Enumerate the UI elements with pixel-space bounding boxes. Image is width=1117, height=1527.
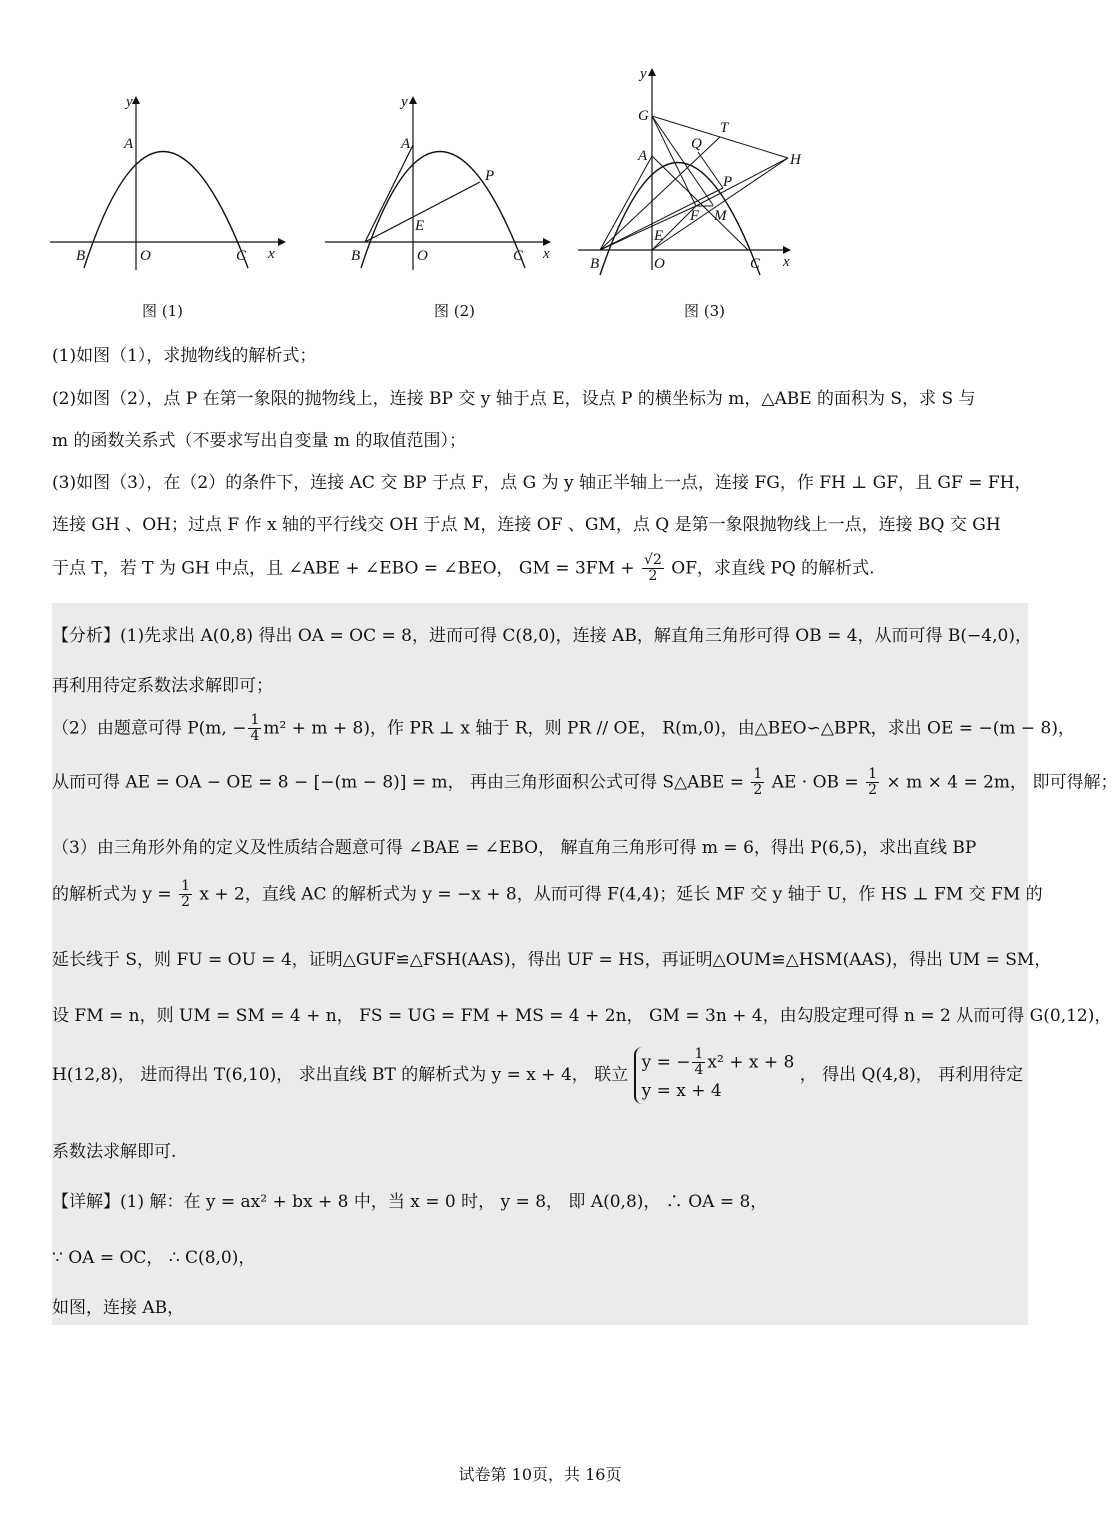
label-y: y	[640, 66, 647, 82]
figures-row	[0, 60, 1080, 340]
question-2-line-1: (2)如图（2），点 P 在第一象限的抛物线上，连接 BP 交 y 轴于点 E，设点 P 的横坐标为 m，△ABE 的面积为 S，求 S 与	[52, 389, 976, 409]
analysis-line-9	[52, 1047, 1023, 1104]
segment-QP	[698, 152, 723, 188]
fraction-1-over-4	[248, 713, 261, 745]
parabola	[361, 152, 525, 269]
label-y: y	[126, 94, 133, 110]
system-eq-2: y = x + 4	[641, 1080, 722, 1101]
label-O: O	[654, 256, 665, 272]
fraction-denominator: 2	[753, 782, 763, 799]
equation-system	[634, 1047, 795, 1104]
y-axis-arrow	[409, 96, 417, 104]
label-C: C	[236, 248, 247, 264]
label-A: A	[401, 136, 411, 152]
l6-pre: 的解析式为 y =	[52, 884, 172, 905]
fraction-sqrt2-over-2	[642, 553, 664, 585]
analysis-line-6	[52, 879, 1043, 911]
label-O: O	[140, 248, 151, 264]
segment-OH	[652, 158, 788, 250]
figure-2-caption: 图 (2)	[434, 302, 476, 320]
l9-post: ， 得出 Q(4,8)， 再利用待定	[799, 1065, 1024, 1086]
l6-post: x + 2，直线 AC 的解析式为 y = −x + 8，从而可得 F(4,4)；延长 MF 交 y 轴于 U，作 HS ⊥ FM 交 FM 的	[199, 884, 1043, 905]
label-T: T	[720, 120, 729, 136]
fraction-numerator: 1	[694, 1046, 704, 1062]
label-G: G	[638, 108, 649, 124]
question-1: (1)如图（1），求抛物线的解析式；	[52, 346, 317, 366]
label-x: x	[268, 246, 275, 262]
sys1-pre: y = −	[641, 1052, 691, 1073]
figure-3	[578, 60, 818, 270]
label-x: x	[783, 254, 790, 270]
label-F: F	[690, 208, 700, 224]
label-P: P	[485, 168, 495, 184]
figure-2	[325, 90, 565, 270]
x-axis-arrow	[783, 246, 791, 254]
sys1-post: x² + x + 8	[707, 1052, 795, 1073]
l3-post: m² + m + 8)，作 PR ⊥ x 轴于 R，则 PR // OE， R(m,0)，由△BEO∽△BPR，求出 OE = −(m − 8)，	[263, 718, 1075, 739]
analysis-line-7: 延长线于 S，则 FU = OU = 4，证明△GUF≌△FSH(AAS)，得出 UF = HS，再证明△OUM≌△HSM(AAS)，得出 UM = SM，	[52, 950, 1052, 970]
analysis-line-12: ∵ OA = OC， ∴ C(8,0)，	[52, 1248, 256, 1268]
q3c-post: OF，求直线 PQ 的解析式.	[671, 558, 875, 579]
label-x: x	[543, 246, 550, 262]
fraction-1-over-2-c	[179, 879, 192, 911]
l4-mid: AE · OB =	[771, 772, 859, 793]
question-3-line-3	[52, 553, 875, 585]
fraction-numerator: 1	[250, 712, 260, 728]
parabola	[600, 163, 760, 276]
label-O: O	[417, 248, 428, 264]
figure-1	[50, 90, 290, 270]
analysis-line-11: 【详解】(1) 解：在 y = ax² + bx + 8 中，当 x = 0 时， y = 8， 即 A(0,8)， ∴ OA = 8，	[52, 1192, 768, 1212]
analysis-line-13: 如图，连接 AB，	[52, 1298, 185, 1318]
fraction-numerator: 1	[181, 878, 190, 894]
label-B: B	[590, 256, 600, 272]
label-A: A	[638, 148, 648, 164]
fraction-1-over-2-a	[751, 767, 764, 799]
question-3-line-2: 连接 GH 、OH；过点 F 作 x 轴的平行线交 OH 于点 M，连接 OF 、GM，点 Q 是第一象限抛物线上一点，连接 BQ 交 GH	[52, 515, 1001, 535]
label-M: M	[714, 208, 727, 224]
analysis-line-2: 再利用待定系数法求解即可；	[52, 676, 273, 696]
fraction-numerator: 1	[868, 766, 878, 782]
label-C: C	[750, 256, 761, 272]
system-eq-1	[642, 1047, 795, 1079]
l3-pre: （2）由题意可得 P(m, −	[52, 718, 247, 739]
y-axis-arrow	[132, 96, 140, 104]
label-Q: Q	[691, 136, 702, 152]
y-axis-arrow	[648, 68, 656, 76]
label-C: C	[513, 248, 524, 264]
parabola	[84, 152, 248, 269]
question-3-line-1: (3)如图（3），在（2）的条件下，连接 AC 交 BP 于点 F，点 G 为 y 轴正半轴上一点，连接 FG，作 FH ⊥ GF，且 GF = FH，	[52, 473, 1032, 493]
x-axis-arrow	[543, 238, 551, 246]
fraction-denominator: 4	[694, 1062, 704, 1079]
fraction-denominator: 4	[250, 728, 260, 745]
analysis-line-5: （3）由三角形外角的定义及性质结合题意可得 ∠BAE = ∠EBO， 解直角三角形可得 m = 6，得出 P(6,5)，求出直线 BP	[52, 838, 977, 858]
label-H: H	[790, 152, 801, 168]
fraction-1-over-2-b	[866, 767, 879, 799]
segment-BF	[600, 206, 696, 250]
label-P: P	[723, 174, 733, 190]
q3c-pre: 于点 T，若 T 为 GH 中点，且 ∠ABE + ∠EBO = ∠BEO， GM = 3FM +	[52, 558, 635, 579]
analysis-line-3	[52, 713, 1075, 745]
analysis-block	[52, 603, 1117, 1325]
fraction-1-over-4-b	[692, 1047, 705, 1079]
segment-BA	[600, 156, 652, 250]
l4-post: × m × 4 = 2m， 即可得解；	[886, 772, 1117, 793]
page-footer: 试卷第 10页，共 16页	[458, 1465, 622, 1484]
analysis-line-8: 设 FM = n，则 UM = SM = 4 + n， FS = UG = FM + MS = 4 + 2n， GM = 3n + 4，由勾股定理可得 n = 2 从而可得 G(0,12)，	[52, 1006, 1112, 1026]
fraction-numerator: 1	[753, 766, 763, 782]
segment-BA	[365, 145, 413, 242]
label-B: B	[351, 248, 361, 264]
l9-pre: H(12,8)， 进而得出 T(6,10)， 求出直线 BT 的解析式为 y = x + 4， 联立	[52, 1065, 629, 1086]
label-y: y	[401, 94, 408, 110]
label-B: B	[76, 248, 86, 264]
analysis-line-10: 系数法求解即可.	[52, 1142, 177, 1162]
analysis-line-4	[52, 767, 1117, 799]
fraction-denominator: 2	[868, 782, 878, 799]
label-E: E	[654, 228, 664, 244]
label-A: A	[124, 136, 134, 152]
segment-FH	[696, 158, 788, 206]
fraction-numerator: √2	[644, 552, 662, 568]
x-axis-arrow	[278, 238, 286, 246]
analysis-line-1: 【分析】(1)先求出 A(0,8) 得出 OA = OC = 8，进而可得 C(8,0)，连接 AB，解直角三角形可得 OB = 4，从而可得 B(−4,0)，	[52, 626, 1032, 646]
figure-1-caption: 图 (1)	[142, 302, 184, 320]
figure-3-caption: 图 (3)	[684, 302, 726, 320]
label-E: E	[415, 218, 425, 234]
fraction-denominator: 2	[648, 568, 658, 585]
l4-pre: 从而可得 AE = OA − OE = 8 − [−(m − 8)] = m， 再由三角形面积公式可得 S△ABE =	[52, 772, 744, 793]
fraction-denominator: 2	[181, 894, 190, 911]
question-2-line-2: m 的函数关系式（不要求写出自变量 m 的取值范围）；	[52, 431, 466, 451]
